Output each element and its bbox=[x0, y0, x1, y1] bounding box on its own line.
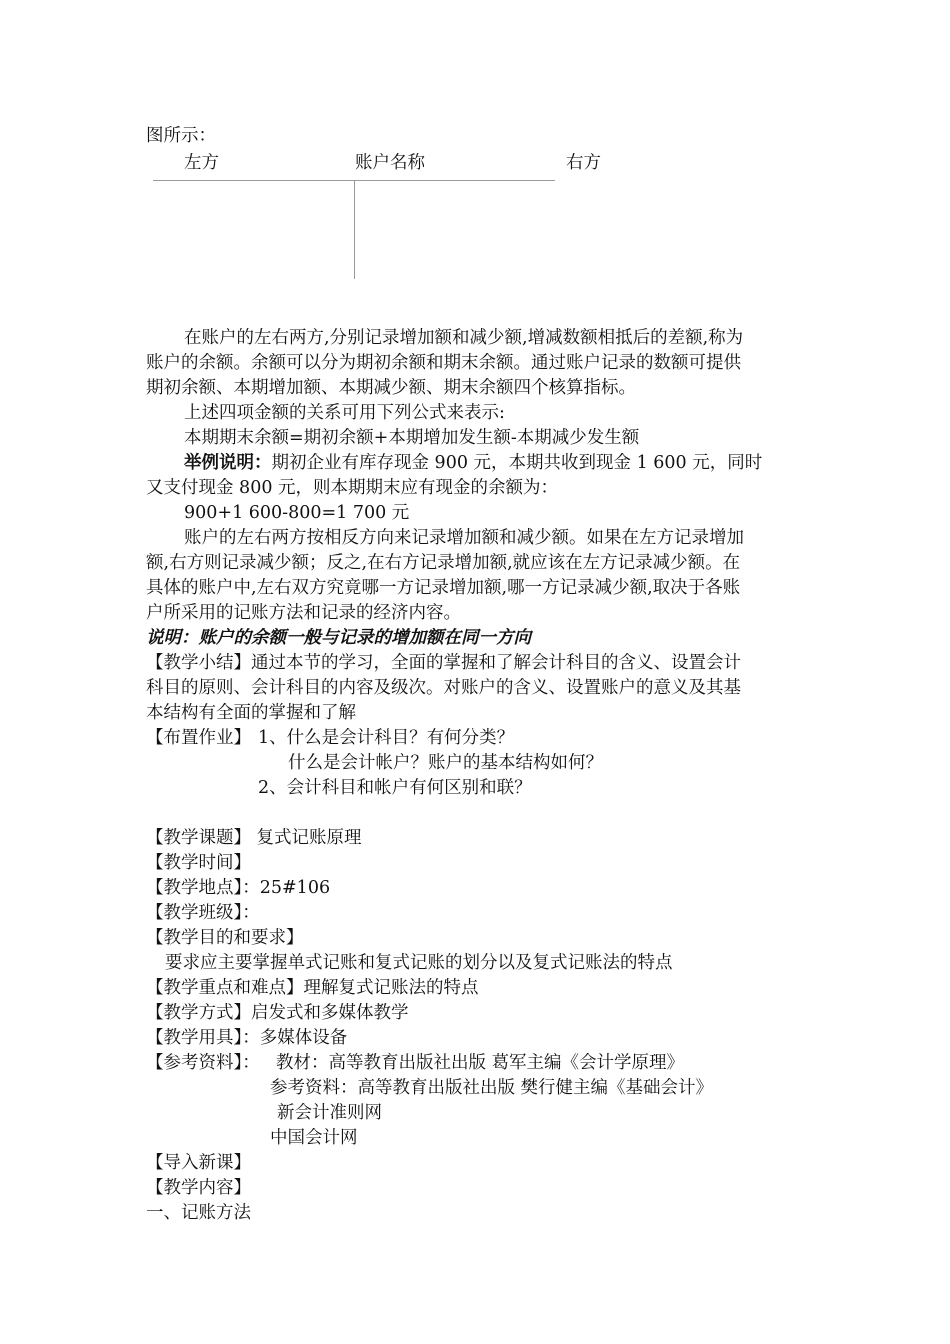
lesson-content: 【教学内容】 bbox=[146, 1178, 251, 1198]
lesson-place: 【教学地点】：25#106 bbox=[146, 878, 331, 898]
paragraph2-line4: 户所采用的记账方法和记录的经济内容。 bbox=[146, 603, 461, 623]
paragraph2-line1: 账户的左右两方按相反方向来记录增加额和减少额。如果在左方记录增加 bbox=[184, 528, 744, 548]
lesson-topic: 【教学课题】 复式记账原理 bbox=[146, 828, 362, 848]
lesson-goal-text: 要求应主要掌握单式记账和复式记账的划分以及复式记账法的特点 bbox=[165, 953, 673, 973]
t-account-vertical-line bbox=[354, 181, 355, 279]
lesson-ref4: 中国会计网 bbox=[270, 1128, 358, 1148]
t-account-right-label: 右方 bbox=[566, 153, 601, 173]
note-line: 说明：账户的余额一般与记录的增加额在同一方向 bbox=[146, 628, 531, 648]
homework-q1: 1、什么是会计科目？有何分类？ bbox=[258, 728, 515, 748]
intro-text: 图所示： bbox=[146, 126, 216, 146]
paragraph1-line3: 期初余额、本期增加额、本期减少额、期末余额四个核算指标。 bbox=[146, 378, 636, 398]
lesson-refs-label: 【参考资料】： bbox=[146, 1053, 260, 1073]
lesson-focus: 【教学重点和难点】理解复式记账法的特点 bbox=[146, 978, 479, 998]
paragraph2-line2: 额,右方则记录减少额；反之,在右方记录增加额,就应该在左方记录减少额。在 bbox=[146, 553, 741, 573]
paragraph2-line3: 具体的账户中,左右双方究竟哪一方记录增加额,哪一方记录减少额,取决于各账 bbox=[146, 578, 741, 598]
lesson-time: 【教学时间】 bbox=[146, 853, 251, 873]
lesson-class: 【教学班级】： bbox=[146, 903, 260, 923]
homework-q1b: 什么是会计帐户？账户的基本结构如何？ bbox=[288, 753, 603, 773]
example-line2: 又支付现金 800 元，则本期期末应有现金的余额为： bbox=[146, 478, 559, 498]
t-account-left-label: 左方 bbox=[184, 153, 219, 173]
example-line1 bbox=[184, 451, 762, 475]
example-calc: 900+1 600-800=1 700 元 bbox=[184, 503, 410, 523]
relation-line: 上述四项金额的关系可用下列公式来表示: bbox=[184, 403, 505, 423]
section-heading: 一、记账方法 bbox=[146, 1203, 251, 1223]
homework-q2: 2、会计科目和帐户有何区别和联？ bbox=[258, 778, 532, 798]
lesson-tools: 【教学用具】：多媒体设备 bbox=[146, 1028, 348, 1048]
paragraph1-line2: 账户的余额。余额可以分为期初余额和期末余额。通过账户记录的数额可提供 bbox=[146, 353, 741, 373]
lesson-method: 【教学方式】启发式和多媒体教学 bbox=[146, 1003, 409, 1023]
paragraph1-line1: 在账户的左右两方,分别记录增加额和减少额,增减数额相抵后的差额,称为 bbox=[184, 328, 744, 348]
summary-line3: 本结构有全面的掌握和了解 bbox=[146, 703, 356, 723]
t-account-name-label: 账户名称 bbox=[355, 153, 425, 173]
lesson-intro-new: 【导入新课】 bbox=[146, 1153, 251, 1173]
example-label: 举例说明： bbox=[184, 453, 272, 473]
lesson-goal-label: 【教学目的和要求】 bbox=[146, 928, 304, 948]
summary-line1: 【教学小结】通过本节的学习，全面的掌握和了解会计科目的含义、设置会计 bbox=[146, 653, 741, 673]
lesson-ref3: 新会计准则网 bbox=[277, 1103, 382, 1123]
summary-line2: 科目的原则、会计科目的内容及级次。对账户的含义、设置账户的意义及其基 bbox=[146, 678, 741, 698]
lesson-ref2: 参考资料：高等教育出版社出版 樊行健主编《基础会计》 bbox=[270, 1078, 714, 1098]
lesson-ref1: 教材：高等教育出版社出版 葛军主编《会计学原理》 bbox=[276, 1053, 685, 1073]
formula-line: 本期期末余额=期初余额+本期增加发生额-本期减少发生额 bbox=[184, 428, 640, 448]
homework-label: 【布置作业】 bbox=[146, 728, 251, 748]
example-text1: 期初企业有库存现金 900 元，本期共收到现金 1 600 元，同时 bbox=[271, 453, 763, 473]
